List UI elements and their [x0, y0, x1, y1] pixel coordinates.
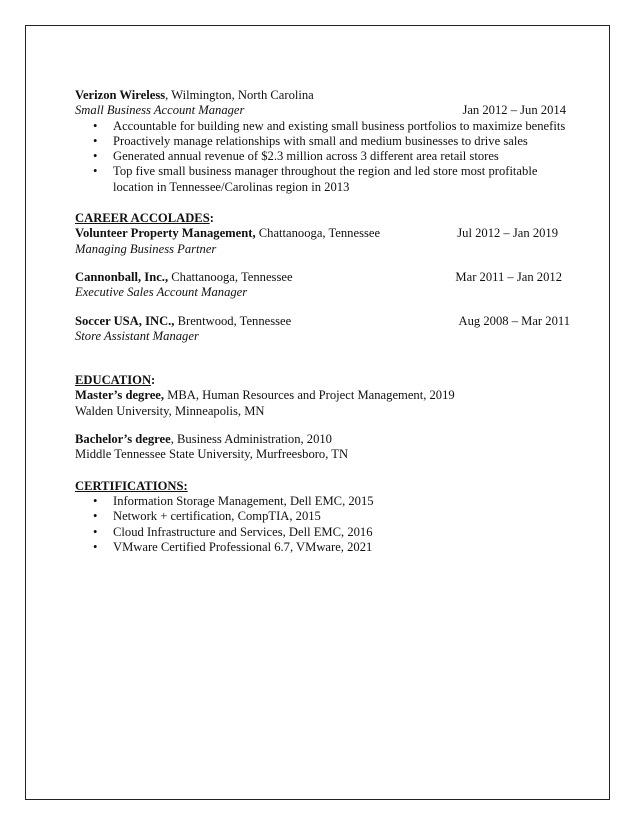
- accolade-entry: [75, 314, 570, 345]
- job-heading: [75, 88, 570, 103]
- job-bullets: [75, 119, 570, 195]
- bullet-item: • Top five small business manager throughout the region and led store most profitable location in Tennessee/Carolinas region in 2013: [113, 164, 543, 195]
- company-location: Chattanooga, Tennessee: [255, 226, 381, 241]
- degree-field: , Business Administration, 2010: [170, 432, 332, 447]
- degree-field: MBA, Human Resources and Project Management, 2019: [164, 388, 455, 403]
- entry-heading-row: [75, 226, 570, 241]
- entry-dates: Mar 2011 – Jan 2012: [455, 269, 562, 284]
- company-name: Cannonball, Inc.,: [75, 269, 169, 284]
- company-location: , Wilmington, North Carolina: [165, 88, 314, 102]
- school-name: Middle Tennessee State University, Murfreesboro, TN: [75, 447, 349, 462]
- certification-item: • Network + certification, CompTIA, 2015: [113, 509, 570, 524]
- entry-heading-row: [75, 270, 570, 285]
- job-title-row: [75, 103, 570, 118]
- section-education: [75, 373, 570, 462]
- company-location: Brentwood, Tennessee: [174, 313, 292, 328]
- company-name: Soccer USA, INC.,: [75, 313, 175, 328]
- degree-entry: [75, 388, 570, 419]
- accolade-entry: [75, 270, 570, 301]
- certification-item: • VMware Certified Professional 6.7, VMware, 2021: [113, 540, 570, 555]
- entry-title: Executive Sales Account Manager: [75, 285, 248, 300]
- entry-title: Store Assistant Manager: [75, 328, 199, 343]
- certification-list: [75, 494, 570, 555]
- section-heading: EDUCATION:: [75, 373, 156, 388]
- degree-name: Bachelor’s degree: [75, 432, 171, 447]
- entry-heading-row: [75, 314, 570, 329]
- bullet-item: • Generated annual revenue of $2.3 million across 3 different area retail stores: [113, 149, 570, 164]
- company-location: Chattanooga, Tennessee: [168, 269, 293, 284]
- entry-dates: Jul 2012 – Jan 2019: [457, 226, 558, 241]
- job-title: Small Business Account Manager: [75, 103, 245, 118]
- section-accolades: [75, 211, 570, 344]
- resume-content: [75, 88, 570, 555]
- company-name: Verizon Wireless: [75, 88, 166, 102]
- school-name: Walden University, Minneapolis, MN: [75, 403, 265, 418]
- accolade-entry: [75, 226, 570, 257]
- section-certifications: [75, 479, 570, 555]
- certification-item: • Cloud Infrastructure and Services, Dell EMC, 2016: [113, 525, 570, 540]
- bullet-item: • Accountable for building new and existing small business portfolios to maximize benefits: [113, 119, 570, 134]
- entry-title: Managing Business Partner: [75, 241, 217, 256]
- section-heading: CERTIFICATIONS:: [75, 478, 188, 493]
- entry-dates: Aug 2008 – Mar 2011: [458, 313, 570, 328]
- job-dates: Jan 2012 – Jun 2014: [462, 103, 566, 118]
- bullet-item: • Proactively manage relationships with small and medium businesses to drive sales: [113, 134, 570, 149]
- job-verizon: [75, 88, 570, 195]
- certification-item: • Information Storage Management, Dell EMC, 2015: [113, 494, 570, 509]
- degree-name: Master’s degree,: [75, 388, 165, 403]
- section-heading: CAREER ACCOLADES:: [75, 211, 214, 226]
- degree-entry: [75, 432, 570, 463]
- company-name: Volunteer Property Management,: [75, 226, 256, 241]
